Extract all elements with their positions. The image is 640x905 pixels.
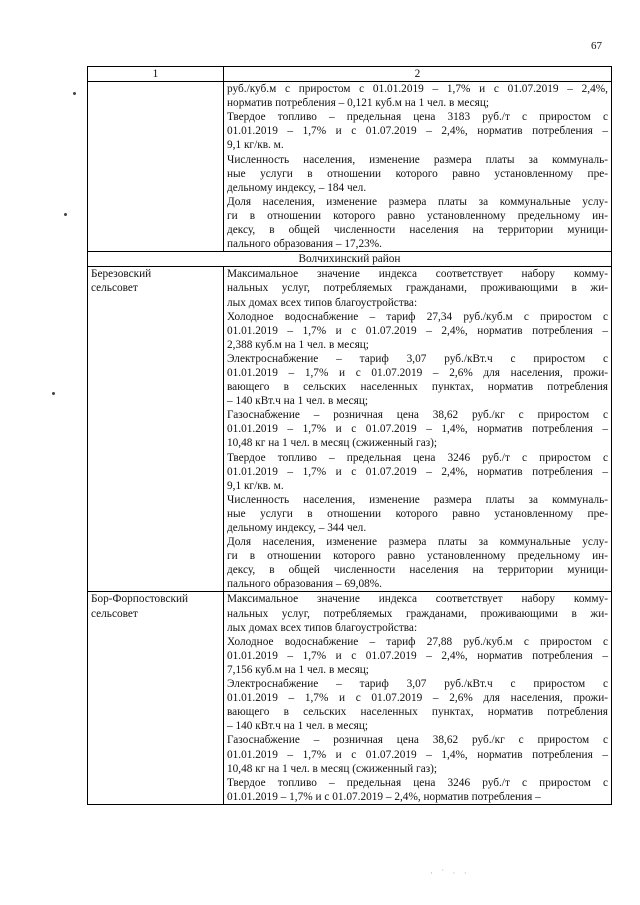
text-line: 01.01.2019 – 1,7% и с 01.07.2019 – 1,4%, норматив потребления – (227, 423, 608, 436)
tariff-description (224, 592, 612, 804)
municipality-name-line: сельсовет (91, 607, 138, 620)
municipality-name-line: Бор-Форпостовский (91, 593, 189, 606)
continuation-rows (88, 82, 612, 252)
text-line: вающего в сельских населенных пунктах, норматив потребления (227, 381, 608, 394)
municipality-name-line: сельсовет (91, 282, 138, 295)
text-line: 9,1 кг/кв. м. (227, 139, 284, 152)
table-header-row (88, 67, 612, 82)
text-line: Твердое топливо – предельная цена 3246 руб./т с приростом с (227, 451, 608, 464)
description-paragraph (227, 352, 608, 408)
tariff-table (87, 66, 612, 805)
description-paragraph (227, 635, 608, 677)
text-line: вающего в сельских населенных пунктах, норматив потребления (227, 706, 608, 719)
text-line: лых домах всех типов благоустройства: (227, 296, 418, 309)
text-line: – 140 кВт.ч на 1 чел. в месяц; (227, 395, 369, 408)
text-line: 10,48 кг на 1 чел. в месяц (сжиженный газ); (227, 762, 438, 775)
text-line: дельному индексу, – 344 чел. (227, 522, 367, 534)
municipality-name-line: Березовский (91, 268, 152, 281)
text-line: 01.01.2019 – 1,7% и с 01.07.2019 – 1,4%, норматив потребления – (227, 748, 608, 761)
text-line: 01.01.2019 – 1,7% и с 01.07.2019 – 2,6% для населения, прожи- (227, 692, 608, 705)
tariff-description (224, 267, 612, 592)
text-line: ные услуги в отношении которого равно установленному пре- (227, 507, 608, 520)
text-line: 01.01.2019 – 1,7% и с 01.07.2019 – 2,4%, норматив потребления – (227, 324, 608, 337)
column-header-1: 1 (88, 67, 224, 82)
column-header-2: 2 (224, 67, 612, 82)
text-line: 2,388 куб.м на 1 чел. в месяц; (227, 338, 369, 351)
text-line: руб./куб.м с приростом с 01.01.2019 – 1,7% и с 01.07.2019 – 2,4%, (227, 83, 608, 96)
table-row (88, 592, 612, 804)
text-line: ные услуги в отношении которого равно установленному пре- (227, 167, 608, 180)
text-line: лых домах всех типов благоустройства: (227, 621, 418, 634)
text-line: Холодное водоснабжение – тариф 27,34 руб./куб.м с приростом с (227, 310, 608, 323)
scan-speck (52, 392, 55, 395)
text-line: норматив потребления – 0,121 куб.м на 1 чел. в месяц; (227, 97, 490, 110)
description-paragraph (227, 776, 608, 804)
text-line: нальных услуг, потребляемых гражданами, проживающими в жи- (227, 282, 608, 295)
municipality-name (88, 592, 224, 804)
description-paragraph (227, 195, 608, 251)
section-row (88, 252, 612, 267)
text-line: Максимальное значение индекса соответствует набору комму- (227, 268, 608, 281)
description-paragraph (227, 535, 608, 591)
municipality-rows (88, 267, 612, 805)
description-paragraph (227, 110, 608, 152)
table-row (88, 82, 612, 252)
tariff-description (224, 82, 612, 252)
text-line: дексу, в общей численности населения на территории муници- (227, 224, 608, 237)
description-paragraph (227, 408, 608, 450)
text-line: дексу, в общей численности населения на территории муници- (227, 564, 608, 577)
text-line: 01.01.2019 – 1,7% и с 01.07.2019 – 2,4%, норматив потребления – (227, 790, 541, 803)
description-paragraph (227, 451, 608, 493)
municipality-name (88, 82, 224, 252)
text-line: Численность населения, изменение размера платы за коммуналь- (227, 153, 608, 166)
text-line: 01.01.2019 – 1,7% и с 01.07.2019 – 2,4%, норматив потребления – (227, 465, 608, 478)
description-paragraph (227, 267, 608, 309)
text-line: – 140 кВт.ч на 1 чел. в месяц; (227, 720, 369, 733)
text-line: 01.01.2019 – 1,7% и с 01.07.2019 – 2,4%, норматив потребления – (227, 649, 608, 662)
text-line: пального образования – 17,23%. (227, 238, 383, 251)
text-line: пального образования – 69,08%. (227, 578, 383, 591)
description-paragraph (227, 733, 608, 775)
text-line: ги в отношении которого равно установленному предельному ин- (227, 550, 608, 563)
municipality-name (88, 267, 224, 592)
description-paragraph (227, 493, 608, 535)
table-row (88, 267, 612, 592)
section-title: Волчихинский район (88, 252, 612, 267)
scan-mark: · ˙ · · (430, 868, 470, 878)
text-line: Доля населения, изменение размера платы за коммунальные услу- (227, 195, 608, 208)
text-line: Доля населения, изменение размера платы за коммунальные услу- (227, 536, 608, 549)
description-paragraph (227, 677, 608, 733)
scan-speck (73, 92, 76, 95)
text-line: Газоснабжение – розничная цена 38,62 руб./кг с приростом с (227, 734, 608, 747)
page-number: 67 (591, 40, 602, 52)
text-line: Твердое топливо – предельная цена 3183 руб./т с приростом с (227, 111, 608, 124)
description-paragraph (227, 82, 608, 110)
text-line: 10,48 кг на 1 чел. в месяц (сжиженный газ); (227, 437, 438, 450)
text-line: 01.01.2019 – 1,7% и с 01.07.2019 – 2,4%, норматив потребления – (227, 125, 608, 138)
text-line: Электроснабжение – тариф 3,07 руб./кВт.ч с приростом с (227, 352, 608, 365)
text-line: Численность населения, изменение размера платы за коммуналь- (227, 493, 608, 506)
text-line: нальных услуг, потребляемых гражданами, проживающими в жи- (227, 607, 608, 620)
description-paragraph (227, 153, 608, 195)
description-paragraph (227, 310, 608, 352)
description-paragraph (227, 592, 608, 634)
text-line: 9,1 кг/кв. м. (227, 479, 284, 492)
text-line: ги в отношении которого равно установленному предельному ин- (227, 209, 608, 222)
text-line: 7,156 куб.м на 1 чел. в месяц; (227, 663, 369, 676)
text-line: Электроснабжение – тариф 3,07 руб./кВт.ч с приростом с (227, 678, 608, 691)
text-line: дельному индексу, – 184 чел. (227, 181, 367, 194)
text-line: Максимальное значение индекса соответствует набору комму- (227, 593, 608, 606)
text-line: Холодное водоснабжение – тариф 27,88 руб./куб.м с приростом с (227, 635, 608, 648)
scan-speck (64, 213, 67, 216)
text-line: Твердое топливо – предельная цена 3246 руб./т с приростом с (227, 776, 608, 789)
text-line: 01.01.2019 – 1,7% и с 01.07.2019 – 2,6% для населения, прожи- (227, 366, 608, 379)
text-line: Газоснабжение – розничная цена 38,62 руб./кг с приростом с (227, 409, 608, 422)
